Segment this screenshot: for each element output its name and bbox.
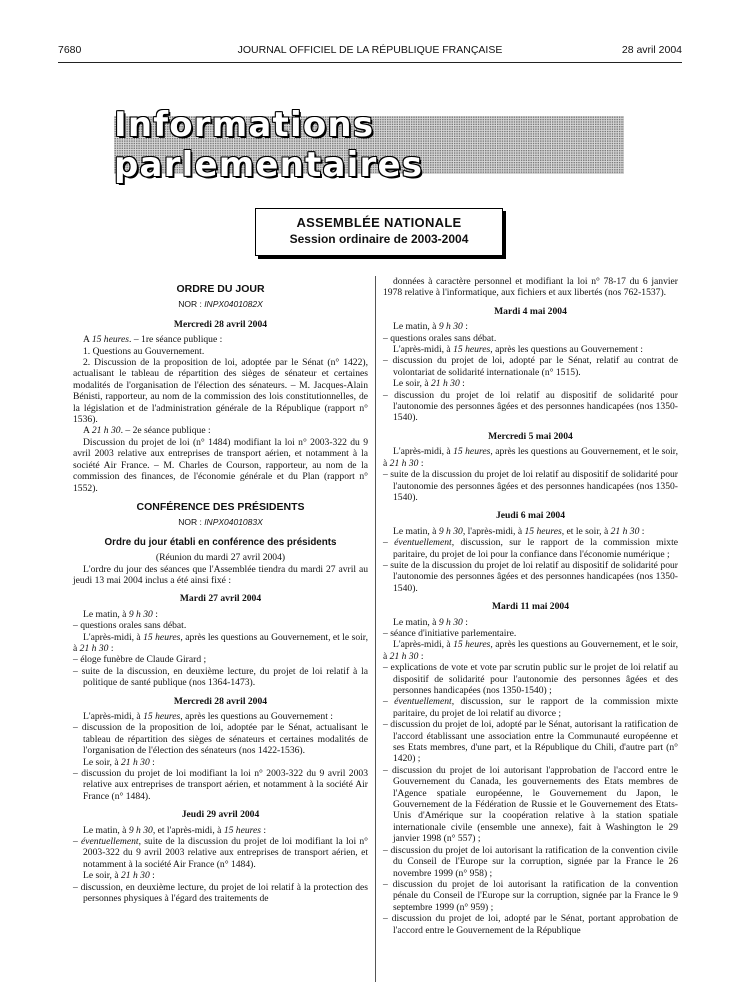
agenda-item: – éventuellement, discussion, sur le rapport de la commission mixte paritaire, du projet de loi pour la confiance dans l'économie numérique ; [383,537,678,560]
column-divider [375,276,376,982]
agenda-item: – séance d'initiative parlementaire. [383,627,517,639]
nor-code: INPX0401082X [204,299,263,310]
day-heading: Mercredi 28 avril 2004 [173,318,268,330]
right-column [383,276,678,936]
meeting-note: (Réunion du mardi 27 avril 2004) [155,552,286,564]
agenda-item: – discussion du projet de loi relatif au dispositif de solidarité pour l'autonomie des personnes âgées et des personnes handicapées (nos 1350-1540). [383,389,678,424]
agenda-item: – discussion du projet de loi modifiant la loi n° 2003-322 du 9 avril 2003 relative aux entreprises de transport aérien, et notamment à la société Air France (n° 1484). [73,768,368,802]
agenda-line: L'après-midi, à 15 heures, après les questions au Gouvernement : [83,711,333,722]
day-heading: Mardi 27 avril 2004 [179,593,262,605]
agenda-line: Le soir, à 21 h 30 : [83,870,155,882]
agenda-item: – discussion du projet de loi autorisant la ratification de la convention civile du Conseil de l'Europe sur la corruption, signée par la France le 26 novembre 1999 (n° 958) ; [383,844,678,879]
day-heading: Mercredi 28 avril 2004 [173,695,268,707]
day-heading: Mardi 4 mai 2004 [494,305,567,317]
agenda-line: 2. Discussion de la proposition de loi, adoptée par le Sénat (n° 1422), actualisant le tableau de répartition des sièges de sénateur et certaines modalités de l'organisation de l'élection des sénateurs. – M. Jacques-Alain Bénisti, rapporteur, au nom de la commission des lois constitutionnelles, de la législation et de l'administration générale de la République (rapport n° 1536). [73,357,368,426]
day-heading: Mardi 11 mai 2004 [491,601,569,613]
banner-title: Informations parlementaires [114,105,424,185]
agenda-item: – discussion du projet de loi, adopté par le Sénat, autorisant la ratification de l'accord établissant une association entre la Communauté européenne et ses Etats membres, d'une part, et la République du Chili, d'autre part (n° 1420) ; [383,719,678,765]
continued-text: données à caractère personnel et modifiant la loi n° 78-17 du 6 janvier 1978 relative à l'informatique, aux fichiers et aux libertés (nos 762-1537). [383,276,678,299]
agenda-line: Le matin, à 9 h 30 : [393,321,468,333]
agenda-item: – discussion du projet de loi, adopté par le Sénat, portant approbation de l'accord entre le Gouvernement de la République [383,913,678,936]
section-banner [114,105,624,185]
conference-title: CONFÉRENCE DES PRÉSIDENTS [136,500,305,513]
agenda-line: A 21 h 30. – 2e séance publique : [83,425,211,437]
page-header [58,44,682,58]
agenda-item: – éloge funèbre de Claude Girard ; [73,654,207,666]
ordre-du-jour-title: ORDRE DU JOUR [176,283,265,295]
agenda-item: – suite de la discussion du projet de loi relatif au dispositif de solidarité pour l'autonomie des personnes âgées et des personnes handicapées (nos 1350-1540). [383,559,678,594]
journal-title: JOURNAL OFFICIEL DE LA RÉPUBLIQUE FRANÇAISE [237,44,503,56]
session-title: Session ordinaire de 2003-2004 [289,232,469,246]
conference-subtitle: Ordre du jour établi en conférence des présidents [104,536,337,548]
header-rule [58,62,682,63]
agenda-intro: L'ordre du jour des séances que l'Assemblée tiendra du mardi 27 avril au jeudi 13 mai 2004 inclus a été ainsi fixé : [73,563,368,586]
agenda-item: – discussion du projet de loi autorisant l'approbation de l'accord entre le Gouvernement du Canada, les gouvernements des Etats membres de l'Agence spatiale européenne, le Gouvernement du Japon, le Gouvernement de la Fédération de Russie et le Gouvernement des Etats-Unis d'Amérique sur la coopération relative à la station spatiale internationale civile (ensemble une annexe), fait à Washington le 29 janvier 1998 (n° 557) ; [383,764,678,845]
issue-date: 28 avril 2004 [621,44,682,56]
agenda-line: Le matin, à 9 h 30 : [393,616,468,628]
agenda-item: – suite de la discussion, en deuxième lecture, du projet de loi relatif à la politique de santé publique (nos 1364-1473). [73,665,368,689]
agenda-line: 1. Questions au Gouvernement. [83,345,205,357]
agenda-item: – explications de vote et vote par scrutin public sur le projet de loi relatif au dispositif de solidarité pour l'autonomie des personnes âgées et des personnes handicapées (nos 1350-1540) ; [383,662,678,696]
agenda-item: – discussion du projet de loi autorisant la ratification de la convention pénale du Conseil de l'Europe sur la corruption, signée par la France le 9 septembre 1999 (n° 959) ; [383,878,678,913]
agenda-item: – suite de la discussion du projet de loi relatif au dispositif de solidarité pour l'autonomie des personnes âgées et des personnes handicapées (nos 1350-1540). [383,469,678,503]
nor-label: NOR : [178,299,205,310]
page-number: 7680 [58,44,82,56]
agenda-line: Le soir, à 21 h 30 : [83,756,155,768]
assembly-box [255,208,503,256]
agenda-line: Le matin, à 9 h 30 : [83,608,158,620]
agenda-line: L'après-midi, à 15 heures, après les questions au Gouvernement, et le soir, à 21 h 30 : [383,639,679,662]
agenda-line: Le matin, à 9 h 30, l'après-midi, à 15 heures, et le soir, à 21 h 30 : [393,525,645,537]
agenda-line: A 15 heures. – 1re séance publique : [83,334,223,346]
day-heading: Jeudi 29 avril 2004 [181,809,260,821]
agenda-line: Le matin, à 9 h 30, et l'après-midi, à 15 heures : [83,824,267,836]
agenda-item: – questions orales sans débat. [73,620,187,632]
agenda-item: – discussion de la proposition de loi, adoptée par le Sénat, actualisant le tableau de répartition des sièges de sénateurs et certaines modalités de l'organisation de l'élection des sénateurs (nos 1422-1536). [73,722,368,757]
left-column [73,276,368,905]
agenda-item: – éventuellement, suite de la discussion du projet de loi modifiant la loi n° 2003-322 du 9 avril 2003 relative aux entreprises de transport aérien, et notamment à la société Air France (n° 1484). [73,836,368,870]
agenda-item: – discussion du projet de loi, adopté par le Sénat, relatif au contrat de volontariat de solidarité internationale (n° 1515). [383,355,678,378]
agenda-line: L'après-midi, à 15 heures, après les questions au Gouvernement, et le soir, à 21 h 30 : [73,631,369,654]
agenda-line: Discussion du projet de loi (n° 1484) modifiant la loi n° 2003-322 du 9 avril 2003 relative aux entreprises de transport aérien, et notamment à la société Air France. – M. Charles de Courson, rapporteur, au nom de la commission des finances, de l'économie générale et du Plan (rapport n° 1552). [73,436,368,494]
agenda-item: – discussion, en deuxième lecture, du projet de loi relatif à la protection des personnes physiques à l'égard des traitements de [73,881,368,905]
assembly-name: ASSEMBLÉE NATIONALE [296,215,462,230]
agenda-line: L'après-midi, à 15 heures, après les questions au Gouvernement : [393,344,643,356]
agenda-line: Le soir, à 21 h 30 : [393,378,465,390]
conference-nor: NOR : INPX0401083X [178,517,263,528]
agenda-item: – éventuellement, discussion, sur le rapport de la commission mixte paritaire, du projet de loi relatif au divorce ; [383,696,678,719]
ordre-nor [73,299,368,310]
day-heading: Jeudi 6 mai 2004 [495,510,566,522]
agenda-line: L'après-midi, à 15 heures, après les questions au Gouvernement, et le soir, à 21 h 30 : [383,446,679,469]
agenda-item: – questions orales sans débat. [383,332,497,344]
day-heading: Mercredi 5 mai 2004 [488,430,573,442]
